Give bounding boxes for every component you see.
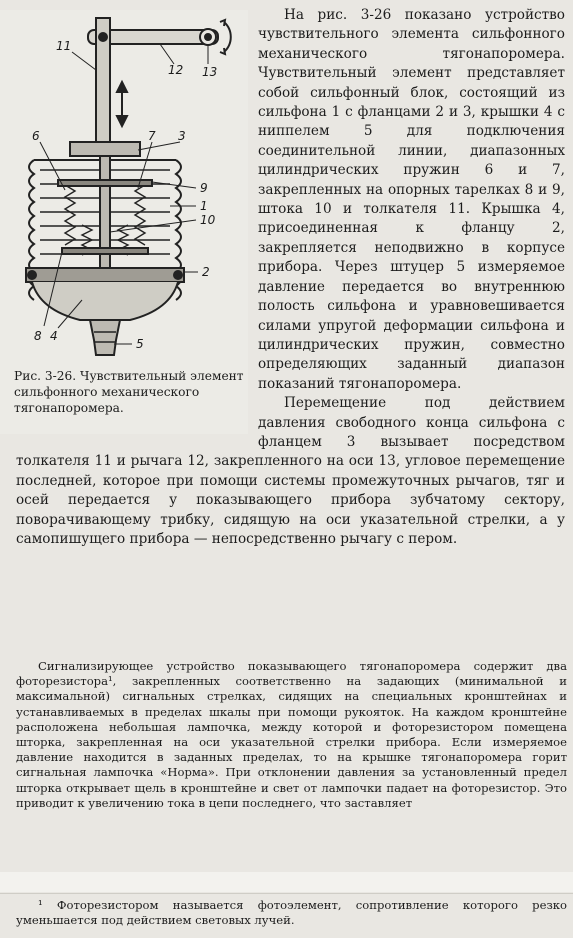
paragraph-movement: Перемещение под действием давления свободного конца сильфона с фланцем 3 вызывает посредством толкателя 11 и рычага 12, закрепленного на оси 13, угловое перемещение последней, которое при помощи системы промежуточных рычагов, тяг и осей передается у показывающего прибора зубчатому сектору, поворачивающему трибку, сидящую на оси указательной стрелки, а у самопишущего прибора — непосредственно рычагу с пером. bbox=[16, 395, 565, 547]
footnote-text: ¹ Фоторезистором называется фотоэлемент, сопротивление которого резко уменьшается под действием световых лучей. bbox=[16, 898, 567, 928]
label-9: 9 bbox=[200, 181, 208, 195]
label-10: 10 bbox=[200, 213, 216, 227]
paragraph-signal: Сигнализирующее устройство показывающего тягонапоромера содержит два фоторезистора¹, закрепленных соответственно на задающих (минимальной и максимальной) сигнальных стрелках, сидящих на специальных кронштейнах и устанавливаемых в пределах шкалы при помощи рукояток. На каждом кронштейне расположена небольшая лампочка, между которой и фоторезистором помещена шторка, закрепленная на оси указательной стрелки прибора. Если измеряемое давление находится в заданных пределах, то на крышке тягонапоромера горит сигнальная лампочка «Норма». При отклонении давления за установленный предел шторка открывает щель в кронштейне и свет от лампочки падает на фоторезистор. Это приводит к увеличению тока в цепи последнего, что заставляет bbox=[16, 659, 567, 810]
label-2: 2 bbox=[202, 265, 210, 279]
bellows-diagram bbox=[10, 10, 242, 360]
page-gap bbox=[0, 872, 573, 892]
figure-caption: Рис. 3-26. Чувствительный элемент сильфонного механического тягонапоромера. bbox=[14, 369, 244, 415]
label-1: 1 bbox=[200, 199, 208, 213]
label-11: 11 bbox=[56, 39, 72, 53]
main-text-block bbox=[16, 6, 565, 549]
label-5: 5 bbox=[136, 337, 144, 351]
label-13: 13 bbox=[202, 65, 218, 79]
label-7: 7 bbox=[148, 129, 156, 143]
label-4: 4 bbox=[50, 329, 58, 343]
signal-device-text bbox=[16, 659, 567, 811]
footnote-divider bbox=[0, 893, 573, 894]
figure bbox=[0, 10, 248, 434]
label-8: 8 bbox=[34, 329, 42, 343]
label-12: 12 bbox=[168, 63, 184, 77]
footnote bbox=[16, 898, 567, 928]
paragraph-intro-text: На рис. 3-26 показано устройство чувствительного элемента сильфонного механического тягонапоромера. Чувствительный элемент представляет собой сильфонный блок, состоящий из сильфона 1 с фланцами 2 и 3, крышки 4 с ниппелем 5 для подключения соединительной линии, диапазонных цилиндрических пружин 6 и 7, закрепленных на опорных тарелках 8 и 9, штока 10 и толкателя 11. Крышка 4, присоединенная к фланцу 2, закрепляется неподвижно в корпусе прибора. Через штуцер 5 измеряемое давление передается во внутреннюю полость сильфона и уравновешивается силами упругой деформации сильфона и цилиндрических пружин, совместно определяющих заданный диапазон показаний тягонапоромера. bbox=[258, 7, 565, 392]
paragraph-intro bbox=[14, 6, 565, 415]
label-3: 3 bbox=[178, 129, 186, 143]
label-6: 6 bbox=[32, 129, 40, 143]
